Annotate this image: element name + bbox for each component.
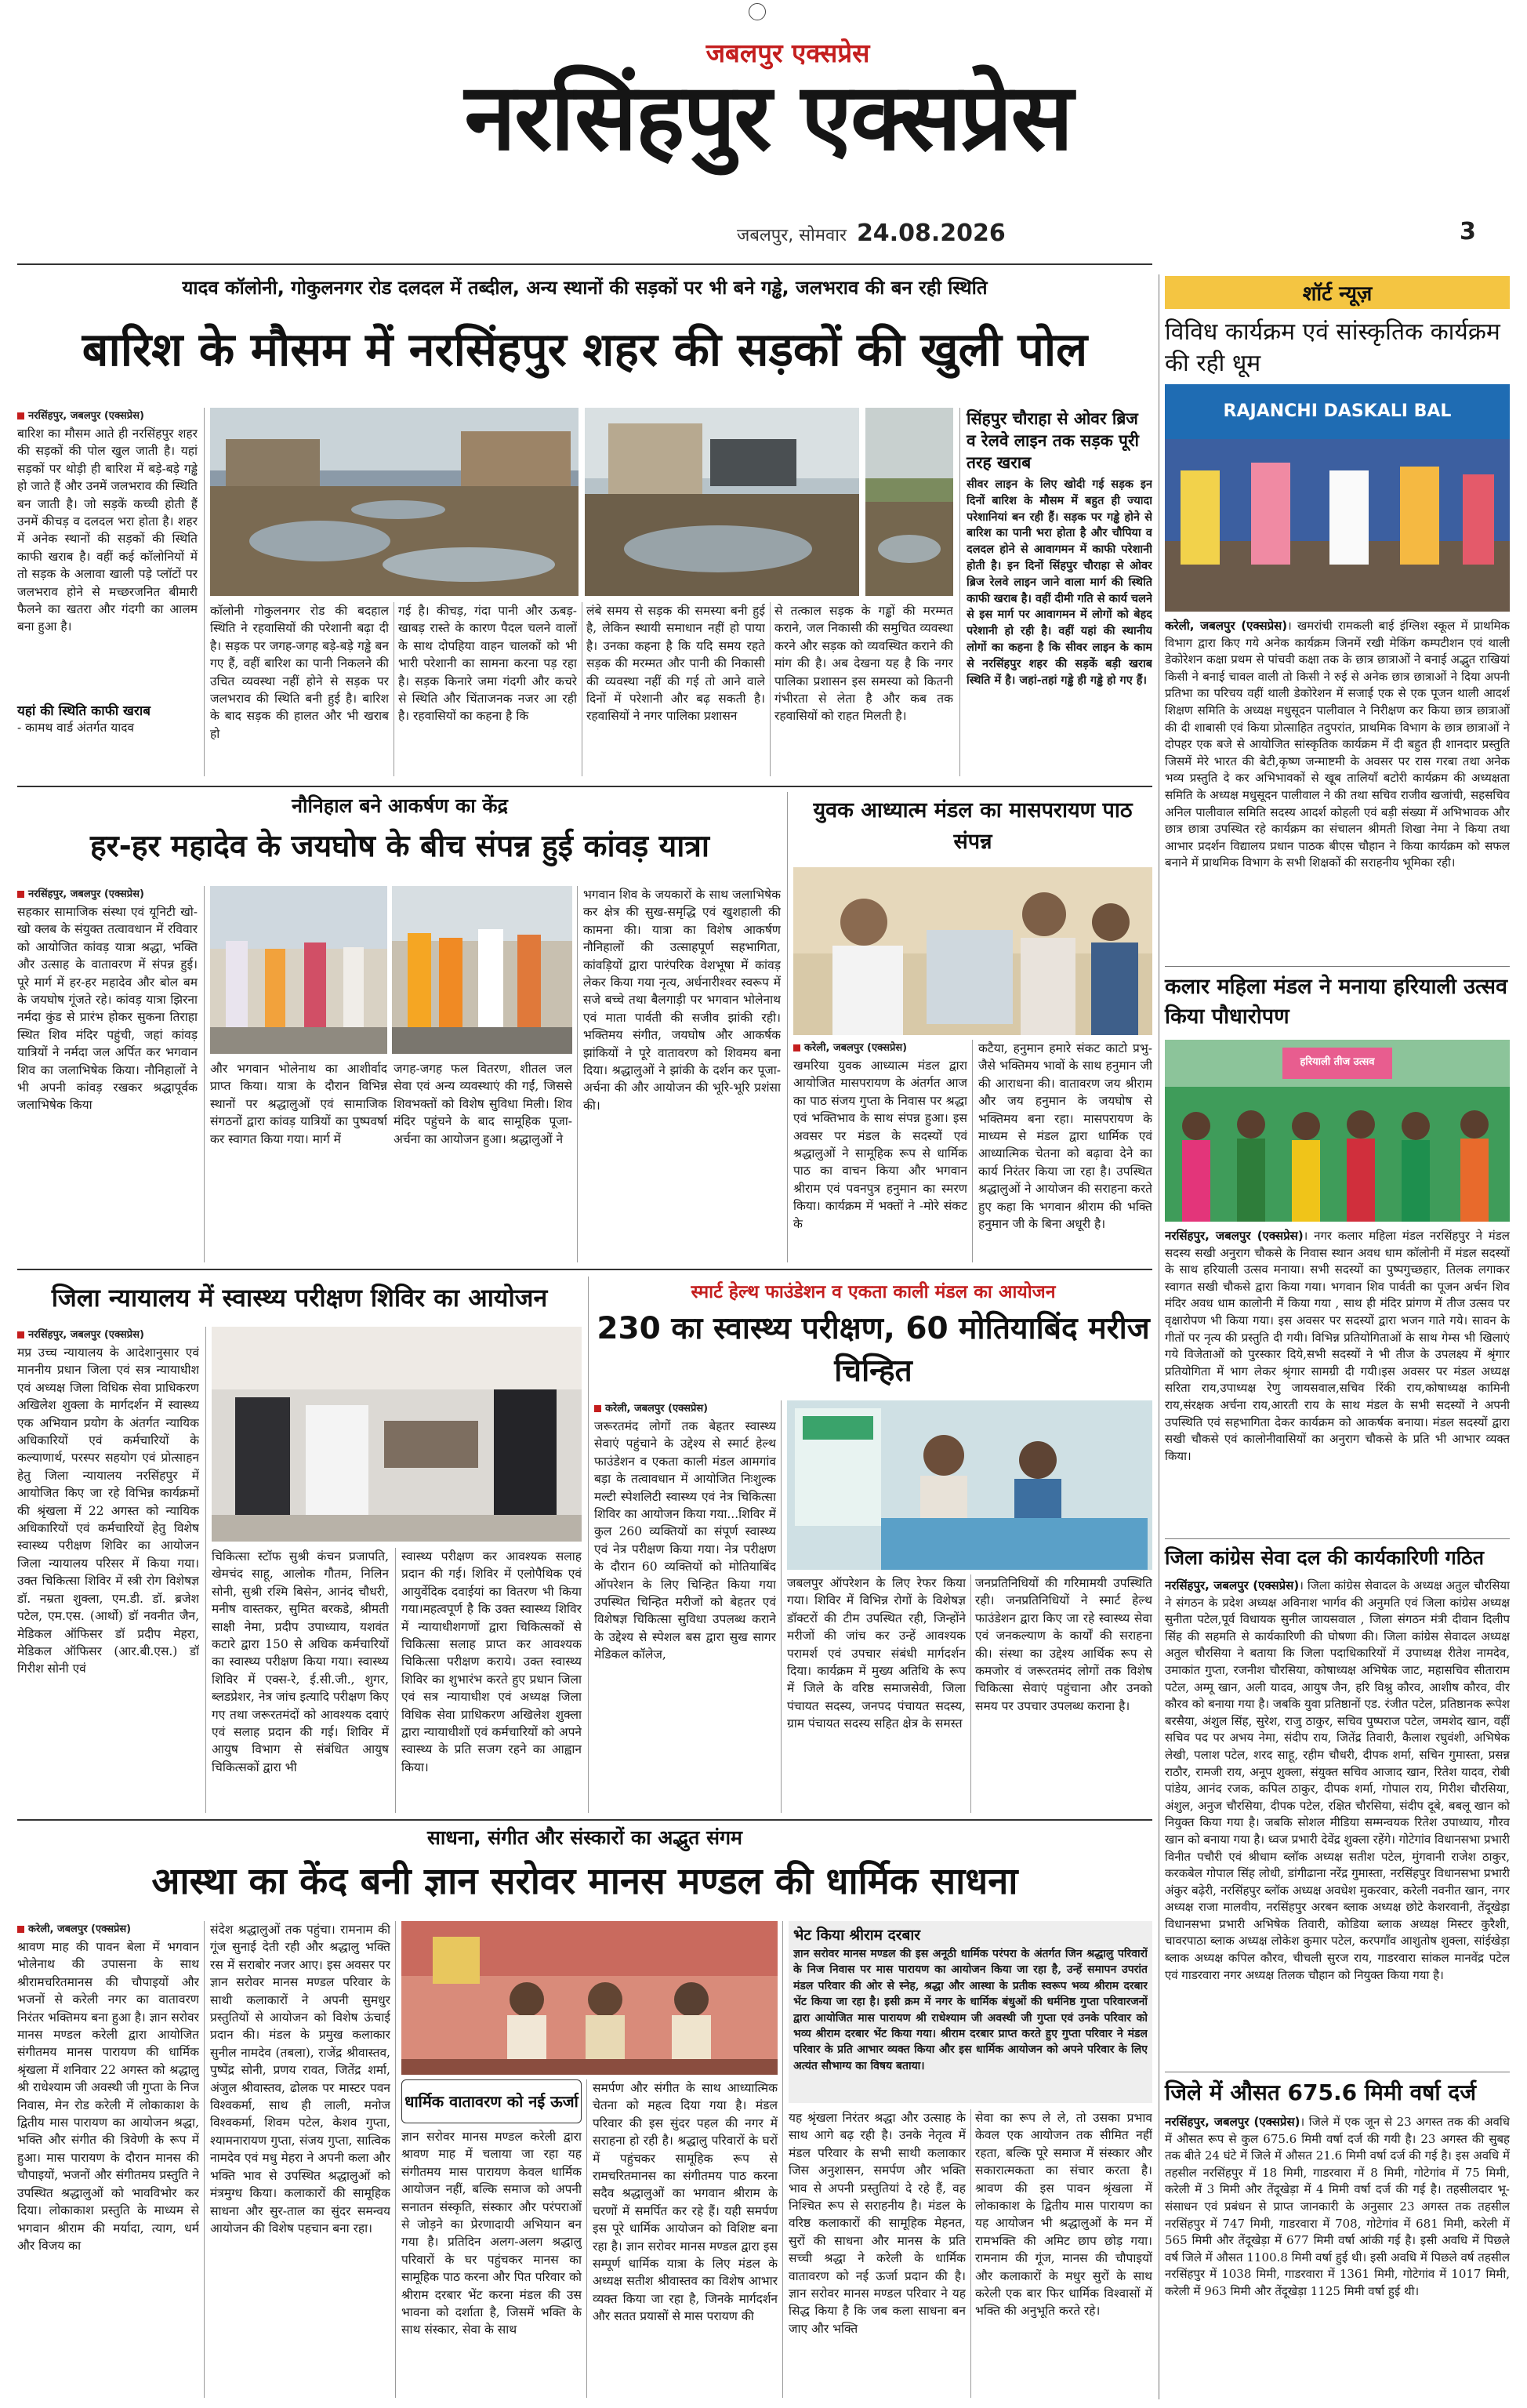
short-news-2-headline: कलार महिला मंडल ने मनाया हरियाली उत्सव किया पौधारोपण [1165,975,1508,1029]
section-rule [17,1269,1152,1270]
short-news-1-body: । खमरांची रामकली बाई इंग्लिश स्कूल में प्राथमिक विभाग द्वारा किए गये अनेक कार्यक्रम जिनमें रखी मेकिंग कम्पटीशन एवं थाली डेकोरेशन कक्षा प्रथम से पांचवी कक्षा तक के छात्र छात्राओं ने बनाई अद्भुत राखियां किसी ने बनाई चावल वाली तो किसी ने रुई से अनेक छात्र छात्राओं ने दिया अपनी प्रतिभा का परिचय वहीं थाली डेकोरेशन में सजाई एक से एक पूजन थाली आदर्श शिक्षण समिति के अध्यक्ष मधुसूदन पालीवाल ने निरीक्षण कर किया छात्र छात्राओं की दी शाबासी एवं किया प्रोत्साहित तदुपरांत, प्राथमिक विभाग के छात्र छात्राओं ने दोपहर एक बजे से आयोजित सांस्कृतिक कार्यक्रम में दी बहुत ही शानदार प्रस्तुति जिसमें मेरे भारत की बेटी,कृष्ण जन्माष्टमी के अवसर पर रास गरबा तथा अनेक भव्य प्रस्तुति दे कर अभिभावकों से खूब तालियाँ बटोरी कार्यक्रम की अध्यक्षता समिति के अध्यक्ष मधुसूदन पालीवाल ने की तथा सचिव राजीव खजांची, सहसचिव अनिल पालीवाल समिति सदस्य आदर्श कोहली एवं बड़ी संख्या में अभिभावक और छात्र छात्रा उपस्थित रहे कार्यक्रम का संचालन श्रीमती शिखा नेमा ने किया तथा आभार प्रदर्शन विद्यालय प्रधान पाठक बीएस चौहान ने किया कार्यक्रम को सफल बनाने में प्राथमिक विभाग के सभी शिक्षकों की सराहनीय भूमिका रही। [1165,619,1510,870]
health-col3: जनप्रतिनिधियों की गरिमामयी उपस्थिति रही। जनप्रतिनिधियों ने स्मार्ट हेल्थ फाउंडेशन द्वारा किए जा रहे स्वास्थ्य सेवा एवं जनकल्याण के कार्यों की सराहना की। संस्था का उद्देश्य आर्थिक रूप से कमजोर वं जरूरतमंद लोगों तक विशेष चिकित्सा सेवाएं पहुंचाना और उनको समय पर उपचार उपलब्ध कराना है। [975,1576,1152,1713]
lead-deck: यादव कॉलोनी, गोकुलनगर रोड दलदल में तब्दील, अन्य स्थानों की सड़कों पर भी बने गड्ढे, जलभराव की बन रही स्थिति [182,277,988,299]
manas-box2-title: भेट किया श्रीराम दरबार [793,1927,921,1944]
manas-box2 [789,1921,1152,2103]
column-rule [204,886,205,1262]
health-photo [787,1400,1152,1570]
masthead-kicker: जबलपुर एक्सप्रेस [705,38,870,68]
masparayan-col1 [793,1040,967,1256]
short-news-2-text [1165,1228,1510,1535]
manas-kicker: साधना, संगीत और संस्कारों का अद्भुत संगम [427,1826,742,1849]
column-rule [204,408,205,776]
health-col1 [594,1400,776,1810]
column-rule [588,1277,589,1813]
kanwar-col3: जगह-जगह फल वितरण, शीतल जल सेवा एवं अन्य व्यवस्थाएं की गईं, जिससे शिवभक्तों को विशेष सुविधा मिली। शिव मंदिर पहुंचने के बाद सामूहिक पूजा-अर्चना का आयोजन हुआ। श्रद्धालुओं ने [394,1062,572,1146]
masthead-rule [17,263,1152,265]
manas-col6: सेवा का रूप ले ले, तो उसका प्रभाव केवल एक आयोजन तक सीमित नहीं रहता, बल्कि पूरे समाज में संस्कार और सकारात्मकता का संचार करता है। श्रावण की इस पावन श्रृंखला में लोकाकाश के द्वितीय मास पारायण का यह आयोजन भी श्रद्धालुओं के मन में रामभक्ति की अमिट छाप छोड़ गया। रामनाम की गूंज, मानस की चौपाइयों और कलाकारों के मधुर सुरों के साथ करेली एक बार फिर धार्मिक विश्वासों में भक्ति की अनुभूति करते रहे। [975,2111,1152,2319]
lead-col2: कॉलोनी गोकुलनगर रोड की बदहाल स्थिति ने रहवासियों की परेशानी बढ़ा दी है। सड़क पर जगह-जगह बड़े-बड़े गड्ढे बन गए हैं, वहीं बारिश का पानी निकलने की उचित व्यवस्था नहीं होने से सड़क पर जलभराव की स्थिति बनी हुई है। बारिश के बाद सड़क की हालत और भी खराब हो [210,604,389,741]
column-rule [204,1921,205,2398]
lead-col3: गई है। कीचड़, गंदा पानी और ऊबड़-खाबड़ रास्ते के कारण पैदल चलने वालों के साथ दोपहिया वाहन चालकों को भी भारी परेशानी का सामना करना पड़ रहा है। सड़क किनारे जमा गंदगी और कचरे से स्थिति और चिंताजनक नजर आ रही है। रहवासियों का कहना है कि [398,604,577,724]
short-news-2-photo [1165,1040,1510,1222]
health-kicker: स्मार्ट हेल्थ फाउंडेशन व एकता काली मंडल का आयोजन [691,1282,1056,1302]
kanwar-dateline: नरसिंहपुर, जबलपुर (एक्सप्रेस) [17,886,198,900]
short-news-4-body: । जिले में एक जून से 23 अगस्त तक की अवधि में औसत रूप से कुल 675.6 मिमी वर्षा दर्ज की गयी है। 23 अगस्त की सुबह तक बीते 24 घंटे में जिले में औसत 21.6 मिमी वर्षा दर्ज की गई है। इस अवधि में तहसील नरसिंहपुर में 18 मिमी, गाडरवारा में 8 मिमी, गोटेगांव में 75 मिमी, करेली में 3 मिमी और तेंदूखेड़ा में 4 मिमी वर्षा दर्ज की गई है। तहसीलदार भू- संसाधन एवं प्रबंधन से प्राप्त जानकारी के अनुसार 23 अगस्त तक तहसील नरसिंहपुर में 747 मिमी, गाडरवारा में 708, गोटेगांव में 681 मिमी, करेली में 565 मिमी और तेंदूखेड़ा में 677 मिमी वर्षा आंकी गई है। इसी अवधि में पिछले वर्ष जिले में औसत 1100.8 मिमी वर्षा हुई थी। इसी अवधि में पिछले वर्ष तहसील नरसिंहपुर में 1038 मिमी, गाडरवारा में 1361 मिमी, गोटेगांव में 1017 मिमी, करेली में 963 मिमी और तेंदूखेड़ा 1125 मिमी वर्षा हुई थी। [1165,2115,1510,2298]
kanwar-col1-text: सहकार सामाजिक संस्था एवं यूनिटी खो-खो क्लब के संयुक्त तत्वावधान में रविवार को आयोजित कांवड़ यात्रा श्रद्धा, भक्ति और उत्साह के वातावरण में संपन्न हुई। पूरे मार्ग में हर-हर महादेव और बोल बम के जयघोष गूंजते रहे। कांवड़ यात्रा झिरना नर्मदा कुंड से प्रारंभ होकर सुकना तिराहा स्थित शिव मंदिर पहुंची, जहां कांवड़ यात्रियों ने नर्मदा जल अर्पित कर भगवान शिव का जलाभिषेक किया। नौनिहालों ने भी अपनी कांवड़ रखकर श्रद्धापूर्वक जलाभिषेक किया [17,905,198,1113]
masthead-title: नरसिंहपुर एक्सप्रेस [464,63,1072,171]
health-dateline: करेली, जबलपुर (एक्सप्रेस) [594,1400,776,1415]
column-rule [782,1921,783,2398]
column-rule [787,792,788,1262]
lead-col4: लंबे समय से सड़क की समस्या बनी हुई है, लेकिन स्थायी समाधान नहीं हो पाया है। उनका कहना है कि यदि समय रहते सड़क की मरम्मत और पानी की निकासी की व्यवस्था नहीं की गई तो आने वाले दिनों में परेशानी और बढ़ सकती है। रहवासियों ने नगर पालिका प्रशासन [586,604,765,724]
page-number: 3 [1460,218,1476,245]
sidebar-header-label: शॉर्ट न्यूज़ [1302,282,1373,306]
manas-col4: समर्पण और संगीत के साथ आध्यात्मिक चेतना को महत्व दिया गया है। मंडल परिवार की इस सुंदर पहल की नगर में सराहना हो रही है। श्रद्धालु परिवारों के घरों में पहुंचकर सामूहिक रूप से रामचरितमानस का संगीतमय पाठ करना सदैव श्रद्धालुओं का भगवान श्रीराम के चरणों में समर्पित कर रहे हैं। यही समर्पण इस पूरे धार्मिक आयोजन को विशिष्ट बना रहा है। ज्ञान सरोवर मानस मण्डल द्वारा इस सम्पूर्ण धार्मिक यात्रा के लिए मंडल के अध्यक्ष सतीश श्रीवास्तव का विशेष आभार व्यक्त किया जा रहा है, जिनके मार्गदर्शन और सतत प्रयासों से मास परायण की [593,2081,778,2324]
column-rule [395,1921,396,2398]
masparayan-headline: युवक आध्यात्म मंडल का मासपरायण पाठ संपन्न [813,798,1133,854]
column-rule [205,1327,206,1813]
side-box-title: सिंहपुर चौराहा से ओवर ब्रिज व रेलवे लाइन तक सड़क पूरी तरह खराब [967,409,1139,472]
registration-mark [749,3,766,20]
date-value: 24.08.2026 [856,220,1006,247]
masparayan-dateline: करेली, जबलपुर (एक्सप्रेस) [793,1040,967,1054]
column-rule [781,1400,782,1813]
short-news-2-dateline: नरसिंहपुर, जबलपुर (एक्सप्रेस) [1165,1229,1304,1243]
manas-photo [401,1921,778,2075]
lead-dateline: नरसिंहपुर, जबलपुर (एक्सप्रेस) [17,408,198,422]
column-rule [770,602,771,776]
short-news-3-headline: जिला कांग्रेस सेवा दल की कार्यकारिणी गठित [1165,1546,1484,1569]
short-news-4-headline: जिले में औसत 675.6 मिमी वर्षा दर्ज [1165,2079,1476,2105]
lead-col1-end: - कामथ वार्ड अंतर्गत यादव [17,721,135,735]
kanwar-headline: हर-हर महादेव के जयघोष के बीच संपन्न हुई कांवड़ यात्रा [89,829,710,864]
column-rule [972,1040,973,1262]
manas-col2: संदेश श्रद्धालुओं तक पहुंचा। रामनाम की गूंज सुनाई देती रही और श्रद्धालु भक्ति रस में सराबोर नजर आए। इस अवसर पर ज्ञान सरोवर मानस मण्डल परिवार के साथी कलाकारों ने अपनी सुमधुर प्रस्तुतियों से आयोजन को विशेष ऊंचाई प्रदान की। मंडल के प्रमुख कलाकार सुनील नामदेव (तबला), राजेंद्र श्रीवास्तव, पुष्पेंद्र सोनी, प्रणय रावत, जितेंद्र शर्मा, अंजुल श्रीवास्तव, ढोलक पर मास्टर पवन विश्वकर्मा, साथ ही लाली, मनोज विश्वकर्मा, शिवम पटेल, केशव गुप्ता, श्यामनारायण गुप्ता, संजय गुप्ता, सात्विक नामदेव एवं मधु मेहरा ने अपनी कला और भक्ति भाव से उपस्थित श्रद्धालुओं को मंत्रमुग्ध किया। कलाकारों की सामूहिक साधना और सुर-ताल का सुंदर समन्वय आयोजन की विशेष पहचान बना रहा। [210,1923,390,2235]
lead-photo-1 [210,408,579,596]
lead-side-box [959,408,1152,776]
lead-col1-text: बारिश का मौसम आते ही नरसिंहपुर शहर की सड़कों की पोल खुल जाती है। यहां सड़कों पर थोड़ी ही बारिश में बड़े-बड़े गड्ढे हो जाते हैं और उनमें जलभराव की स्थिति बन जाती है। जो सड़कें कच्ची होती हैं उनमें कीचड़ व दलदल भरा होता है। शहर में अनेक स्थानों की सड़कों की स्थिति काफी खराब है। वहीं कई कॉलोनियों में तो सड़क के अलावा खाली पड़े प्लॉटों पर जलभराव होने से मच्छरजनित बीमारी फैलने का खतरा और गंदगी का आलम बना हुआ है। [17,427,198,634]
short-news-1-photo [1165,384,1510,612]
court-col2: चिकित्सा स्टॉफ सुश्री कंचन प्रजापति, खेमचंद साहू, आलोक गौतम, निलिन सोनी, सुश्री रश्मि बिसेन, आनंद चौधरी, मनीष वास्तकर, सुमित बरकडे, श्रीमती साक्षी नेमा, प्रदीप उपाध्याय, यशवंत कटारे द्वारा 150 से अधिक कर्मचारियों का स्वास्थ्य परीक्षण किया गया। स्वास्थ्य शिविर में एक्स-रे, ई.सी.जी., शुगर, ब्लडप्रेशर, नेत्र जांच इत्यादि परीक्षण किए गए तथा जरूरतमंदों को आवश्यक दवाएं एवं सलाह प्रदान की गई। शिविर में आयुष विभाग से संबंधित आयुष चिकित्सकों द्वारा भी [212,1549,389,1774]
column-rule [577,886,578,1262]
health-headline: 230 का स्वास्थ्य परीक्षण, 60 मोतियाबिंद मरीज चिन्हित [597,1311,1150,1389]
short-news-1-text [1165,618,1510,963]
manas-headline: आस्था का केंद बनी ज्ञान सरोवर मानस मण्डल की धार्मिक साधना [151,1860,1018,1903]
health-col1-text: जरूरतमंद लोगों तक बेहतर स्वास्थ्य सेवाएं पहुंचाने के उद्देश्य से स्मार्ट हेल्थ फाउंडेशन व एकता काली मंडल आमगांव बड़ा के तत्वावधान में आयोजित निःशुल्क मल्टी स्पेशलिटी स्वास्थ्य एवं नेत्र चिकित्सा शिविर का आयोजन किया गया...शिविर में कुल 260 व्यक्तियों का संपूर्ण स्वास्थ्य एवं नेत्र परीक्षण किया गया। नेत्र परीक्षण के दौरान 60 व्यक्तियों को मोतियाबिंद ऑपरेशन के लिए चिन्हित किया गया उपस्थित चिन्हित मरीजों को बेहतर एवं विशेषज्ञ चिकित्सा सुविधा उपलब्ध कराने के उद्देश्य से स्पेशल बस द्वारा सुख सागर मेडिकल कॉलेज, [594,1419,776,1662]
column-rule [970,1574,971,1813]
masthead-date [737,220,1097,247]
short-news-4-text [1165,2114,1510,2398]
side-box-text: सीवर लाइन के लिए खोदी गई सड़क इन दिनों बारिश के मौसम में बहुत ही ज्यादा परेशानियां बन रही हैं। सड़क पर गड्ढे होने से बारिश का पानी भरा होता है और चौपिया व दलदल होने से आवागमन में काफी परेशानी होती है। इन दिनों सिंहपुर चौराहा से ओवर ब्रिज रेलवे लाइन जाने वाला मार्ग की स्थिति काफी खराब है। वहीं दीमी गति से कार्य चलने से इस मार्ग पर आवागमन में लोगों को बेहद परेशानी हो रही है। वहीं यहां की स्थानीय लोगों का कहना है कि सीवर लाइन के काम से नरसिंहपुर शहर की सड़कें बड़ी खराब स्थिति में है। जहां-तहां गड्ढे ही गड्ढे हो गए हैं। [967,478,1152,687]
kanwar-photo-1 [210,886,387,1054]
short-news-1-banner: RAJANCHI DASKALI BAL [1223,401,1452,421]
manas-box2-text: ज्ञान सरोवर मानस मण्डल की इस अनूठी धार्मिक परंपरा के अंतर्गत जिन श्रद्धालु परिवारों के निज निवास पर मास पारायण का आयोजन किया जा रहा है, उन्हें समापन उपरांत मंडल परिवार की ओर से स्नेह, श्रद्धा और आस्था के प्रतीक स्वरूप भव्य श्रीराम दरबार भेंट किया जा रहा है। इसी क्रम में नगर के धार्मिक बंधुओं की धर्मनिष्ठ गुप्ता परिवारजनों द्वारा आयोजित मास पारायण श्री राधेश्याम जी अवस्थी जी गुप्ता एवं उनके परिवार को भव्य श्रीराम दरबार भेंट किया गया। श्रीराम दरबार प्राप्त करते हुए गुप्ता परिवार ने मंडल परिवार के प्रति आभार व्यक्त किया और इस धार्मिक आयोजन को अपने परिवार के लिए अत्यंत सौभाग्य का विषय बताया। [793,1948,1148,2072]
manas-box [401,2079,582,2123]
section-rule [17,1819,1152,1821]
lead-col5: से तत्काल सड़क के गड्ढों की मरम्मत कराने, जल निकासी की समुचित व्यवस्था करने और सड़क को व्यवस्थित कराने की मांग की है। अब देखना यह है कि नगर पालिका प्रशासन इस समस्या को कितनी गंभीरता से लेता है और कब तक रहवासियों को राहत मिलती है। [774,604,953,724]
short-news-2-body: । नगर कलार महिला मंडल नरसिंहपुर ने मंडल सदस्य सखी अनुराग चौकसे के निवास स्थान अवध धाम कॉलोनी में मंडल सदस्यों के साथ हरियाली उत्सव मनाया। सभी सदस्यों का पुष्पगुच्छहार, तिलक लगाकर स्वागत सखी चौकसे द्वारा किया गया। भगवान शिव पार्वती का पूजन अर्चन शिव मंदिर अवध धाम कालोनी में किया गया , साथ ही मंदिर प्रांगण में तीज उत्सव पर वृक्षारोपण भी किया गया। इस अवसर पर सदस्यों द्वारा भजन गाते गये। सावन के गीतों पर नृत्य की प्रस्तुति दी गयी। विभिन्न प्रतियोगिताओं के साथ गेम्स भी खिलाएं गये विजेताओं को पुरस्कार दिये,सभी सदस्यों ने भी तीज के उपलक्ष्य में श्रृंगार प्रतियोगिता में भाग लेकर श्रृंगार सामग्री दी गयी।इस अवसर पर मंडल अध्यक्ष सरिता राय,उपाध्यक्ष रेणु जायसवाल,सचिव रिंकी राय,कोषाध्यक्ष कामिनी राय,संरक्षक अर्चना राय,आरती राय के साथ मंडल के सभी सदस्यों ने अपनी उपस्थिति एवं सहभागिता देकर कार्यक्रम को आकर्षक बनाया। मंडल सदस्यों द्वारा सखी चौकसे एवं कालोनीवासियों का अनुराग चौकसे के प्रति भी आभार व्यक्त किया। [1165,1229,1510,1463]
court-headline: जिला न्यायालय में स्वास्थ्य परीक्षण शिविर का आयोजन [51,1283,548,1313]
lead-photo-2 [585,408,859,596]
short-news-3-body: । जिला कांग्रेस सेवादल के अध्यक्ष अतुल चौरसिया ने संगठन के प्रदेश अध्यक्ष अविनाश भार्गव की अनुमति एवं जिला कांग्रेस अध्यक्ष सुनीता पटेल,पूर्व विधायक सुनील जायसवाल , जिला संगठन मंत्री दीवान दिलीप सिंह की सहमति से कार्यकारिणी की घोषणा की। जिला कांग्रेस सेवादल अध्यक्ष अतुल चौरसिया ने बताया कि जिला पदाधिकारियों में उपाध्यक्ष रीतेश नामदेव, उमाकांत गुप्ता, रजनीश चौरसिया, कोषाध्यक्ष अभिषेक जाट, महासचिव सीताराम पटेल, अम्मू खान, अली यादव, आयुष जैन, हरि विश्नु कौरव, आशीष कौरव, वीर कौरव को बनाया गया है। जबकि युवा प्रतिष्ठानों एड. रंजीत पटेल, प्रतिष्ठानक रूपेश बरसैया, अंशुल सिंह, सुरेश, राजु ठाकुर, सचिव पुष्पराज पटेल, जमशेद खान, वहीं सचिव पद पर अभय नेमा, संदीप राय, जितेंद्र तिवारी, कैलाश रघुवंशी, अभिषेक लेखी, पलाश पटेल, शरद साहू, रहीम चौधरी, दीपक शर्मा, सचिन गुमास्ता, प्रसन्न राठौर, रामजी राय, अनूप शुक्ला, संयुक्त सचिव आजाद खान, रितेश यादव, रोबी पांडेय, आनंद रजक, कपिल ठाकुर, दीपक शर्मा, गोपाल राय, गिरीश चौरसिया, अंशुल, अनुज चौरसिया, दीपक पटेल, रक्षित चौरसिया, संदीप दूबे, बबलू खान को नियुक्त किया गया है। जबकि सोशल मीडिया सम्मन्वयक रितेश उपाध्याय, गौरव खान को बनाया गया है। ध्वज प्रभारी देवेंद्र शुक्ला रहेंगे। गोटेगांव विधानसभा प्रभारी विनीत पचौरी एवं श्रीधाम ब्लॉक अध्यक्ष सतीश पटेल, मुंगवानी राजेश ठाकुर, करकबेल गोपाल सिंह लोधी, डांगीढाना नरेंद्र गुमास्ता, नरसिंहपुर विधानसभा प्रभारी अंकुर बढ़ेरी, नरसिंहपुर ब्लॉक अध्यक्ष अवधेश मुकरवार, करेली नवनीत खान, नगर अध्यक्ष राजा मालवीय, नरसिंहपुर अरबन ब्लाक अध्यक्ष छोटे केशरवानी, तेंदूखेड़ा विधानसभा प्रभारी अभिषेक तिवारी, कोडिया ब्लाक अध्यक्ष मिस्टर कुरैशी, चावरपाठा ब्लाक अध्यक्ष लोकेश कुमार पटेल, करपगाँव आशुतोष शुक्ला, सांईखेड़ा ब्लाक अध्यक्ष कपिल कौरव, चीचली सुरज राय, गाडरवारा सांकल मानवेंद्र पटेल एवं गाडरवारा नगर अध्यक्ष तिलक चौहान को नियुक्त किया गया है। [1165,1578,1510,1982]
sidebar-rule-h [1165,966,1510,967]
column-rule [395,1548,396,1813]
masparayan-col2: कटैया, हनुमान हमारे संकट काटो प्रभु- जैसे भक्तिमय भावों के साथ हनुमान जी की आराधना की। वातावरण जय श्रीराम और जय हनुमान के जयघोष से भक्तिमय बना रहा। मासपरायण के माध्यम से मंडल द्वारा धार्मिक एवं आध्यात्मिक चेतना को बढ़ावा देने का कार्य निरंतर किया जा रहा है। उपस्थित श्रद्धालुओं ने आयोजन की सराहना करते हुए कहा कि भगवान श्रीराम की भक्ति हनुमान जी के बिना अधूरी है। [978,1041,1152,1232]
short-news-3-text [1165,1578,1510,2068]
manas-dateline: करेली, जबलपुर (एक्सप्रेस) [17,1921,199,1935]
court-photo [212,1327,582,1542]
short-news-3-dateline: नरसिंहपुर, जबलपुर (एक्सप्रेस) [1165,1578,1300,1593]
manas-col1-text: श्रावण माह की पावन बेला में भगवान भोलेनाथ की उपासना के साथ श्रीरामचरितमानस की चौपाइयों और भजनों से करेली नगर का वातावरण निरंतर भक्तिमय बना हुआ है। ज्ञान सरोवर मानस मण्डल करेली द्वारा आयोजित संगीतमय मानस पारायण की धार्मिक श्रृंखला में शनिवार 22 अगस्त को श्रद्धालु श्री राधेश्याम जी अवस्थी जी गुप्ता के निज निवास, मेन रोड करेली में लोकाकाश के द्वितीय मास पारायण का आयोजन श्रद्धा, भक्ति और संगीत की त्रिवेणी के रूप में हुआ। मास पारायण के दौरान मानस की चौपाइयों, भजनों और संगीतमय प्रस्तुति ने उपस्थित श्रद्धालुओं को भावविभोर कर दिया। लोकाकाश प्रस्तुति के माध्यम से भगवान श्रीराम की मर्यादा, त्याग, धर्म और विजय का [17,1940,199,2253]
kanwar-col2: और भगवान भोलेनाथ का आशीर्वाद प्राप्त किया। यात्रा के दौरान विभिन्न स्थानों पर श्रद्धालुओं एवं सामाजिक संगठनों द्वारा कांवड़ यात्रियों का पुष्पवर्षा कर स्वागत किया गया। मार्ग में [210,1062,387,1146]
column-rule [970,2109,971,2398]
manas-box-title: धार्मिक वातावरण को नई ऊर्जा [404,2092,579,2111]
masparayan-col1-text: खमरिया युवक आध्यात्म मंडल द्वारा आयोजित मासपरायण के अंतर्गत आज का पाठ संजय गुप्ता के निवास पर श्रद्धा एवं भक्तिभाव के साथ संपन्न हुआ। इस अवसर पर मंडल के सदस्यों एवं श्रद्धालुओं ने सामूहिक रूप से धार्मिक पाठ का वाचन किया और भगवान श्रीराम एवं पवनपुत्र हनुमान का स्मरण किया। कार्यक्रम में भक्तों ने -मोरे संकट के [793,1059,967,1231]
kanwar-photo-2 [392,886,572,1054]
court-col3: स्वास्थ्य परीक्षण कर आवश्यक सलाह प्रदान की गई। शिविर में एलोपैथिक एवं आयुर्वेदिक दवाईयां का वितरण भी किया गया।महत्वपूर्ण है कि उक्त स्वास्थ्य शिविर में न्यायाधीशगणों द्वारा चिकित्सकों से चिकित्सा सलाह प्राप्त कर आवश्यक चिकित्सा परीक्षण कराये। उक्त स्वास्थ्य शिविर का शुभारंभ करते हुए प्रधान जिला एवं सत्र न्यायाधीश एवं अध्यक्ष जिला विधिक सेवा प्राधिकरण अखिलेश शुक्ला द्वारा न्यायाधीशों एवं कर्मचारियों को अपने स्वास्थ्य के प्रति सजग रहने का आह्वान किया। [401,1549,582,1774]
sidebar-rule-h [1165,1538,1510,1539]
masparayan-photo [793,867,1152,1035]
manas-col5: यह श्रृंखला निरंतर श्रद्धा और उत्साह के साथ आगे बढ़ रही है। उनके नेतृत्व में मंडल परिवार के सभी साथी कलाकार जिस अनुशासन, समर्पण और भक्ति भाव से अपनी प्रस्तुतियां दे रहे हैं, वह निश्चित रूप से सराहनीय है। मंडल के वरिष्ठ कलाकारों की सामूहिक मेहनत, सुरों की साधना और मानस के प्रति सच्ची श्रद्धा ने करेली के धार्मिक वातावरण को नई ऊर्जा प्रदान की है। ज्ञान सरोवर मानस मण्डल परिवार ने यह सिद्ध किया है कि जब कला साधना बन जाए और भक्ति [789,2111,966,2336]
manas-col3: ज्ञान सरोवर मानस मण्डल करेली द्वारा श्रावण माह में चलाया जा रहा यह संगीतमय मास पारायण केवल धार्मिक आयोजन नहीं, बल्कि समाज को अपनी सनातन संस्कृति, संस्कार और परंपराओं से जोड़ने का प्रेरणादायी अभियान बन गया है। प्रतिदिन अलग-अलग श्रद्धालु परिवारों के घर पहुंचकर मानस का सामूहिक पाठ करना और पित परिवार को श्रीराम दरबार भेंट करना मंडल की उस भावना को दर्शाता है, जिसमें भक्ति के साथ संस्कार, सेवा के साथ [401,2130,582,2337]
court-dateline: नरसिंहपुर, जबलपुर (एक्सप्रेस) [17,1327,199,1341]
short-news-1-headline: विविध कार्यक्रम एवं सांस्कृतिक कार्यक्रम की रही धूम [1165,318,1500,377]
court-col1-text: मप्र उच्च न्यायालय के आदेशानुसार एवं माननीय प्रधान जिला एवं सत्र न्यायाधीश एवं अध्यक्ष जिला विधिक सेवा प्राधिकरण अखिलेश शुक्ला के मार्गदर्शन में स्वास्थ्य एक अभियान प्रयोग के अंतर्गत न्यायिक अधिकारियों एवं कर्मचारियों के कल्याणार्थ, परस्पर सहयोग एवं प्रोत्साहन हेतु जिला न्यायालय नरसिंहपुर में आयोजित किए जा रहे विभिन्न कार्यक्रमों की श्रृंखला में 22 अगस्त को न्यायिक अधिकारियों एवं कर्मचारियों हेतु विशेष स्वास्थ्य परीक्षण शिविर का आयोजन जिला न्यायालय परिसर में किया गया। उक्त चिकित्सा शिविर में स्त्री रोग विशेषज्ञ डॉ. नम्रता शुक्ला, एम.डी. डॉ. ब्रजेश पटेल, एम.एस. (आर्थो) डॉ नवनीत जैन, मेडिकल ऑफिसर डॉ प्रदीप मेहरा, मेडिकल ऑफिसर (आर.बी.एस.) डॉ गिरीश सोनी एवं [17,1346,199,1676]
short-news-4-dateline: नरसिंहपुर, जबलपुर (एक्सप्रेस) [1165,2115,1300,2129]
section-rule [17,786,1152,787]
lead-headline: बारिश के मौसम में नरसिंहपुर शहर की सड़कों की खुली पोल [82,322,1088,376]
lead-subhead: यहां की स्थिति काफी खराब [17,703,151,719]
lead-photo-3 [865,408,953,596]
kanwar-kicker: नौनिहाल बने आकर्षण का केंद्र [292,794,508,817]
short-news-1-dateline: करेली, जबलपुर (एक्सप्रेस) [1165,619,1288,633]
lead-col1 [17,408,198,739]
kanwar-col4: भगवान शिव के जयकारों के साथ जलाभिषेक कर क्षेत्र की सुख-समृद्धि एवं खुशहाली की कामना की। यात्रा का विशेष आकर्षण नौनिहालों की उत्साहपूर्ण सहभागिता, कांवड़ियों द्वारा पारंपरिक वेशभूषा में कांवड़ लेकर किया गया नृत्य, अर्धनारीश्वर स्वरूप में सजे बच्चे तथा बैलगाड़ी पर भगवान भोलेनाथ एवं माता पार्वती की सजीव झांकी रही। भक्तिमय संगीत, जयघोष और आकर्षक झांकियों ने पूरे वातावरण को शिवमय बना दिया। श्रद्धालुओं ने झांकी के दर्शन कर पूजा-अर्चना की और आयोजन की भूरि-भूरि प्रशंसा की। [583,888,781,1113]
kanwar-col1 [17,886,198,1272]
sidebar-header [1165,276,1510,309]
health-col2: जबलपुर ऑपरेशन के लिए रेफर किया गया। शिविर में विभिन्न रोगों के विशेषज्ञ डॉक्टरों की टीम उपस्थित रही, जिन्होंने मरीजों की जांच कर उन्हें आवश्यक परामर्श एवं उपचार संबंधी मार्गदर्शन दिया। कार्यक्रम में मुख्य अतिथि के रूप में जिले के वरिष्ठ समाजसेवी, जिला पंचायत सदस्य, जनपद पंचायत सदस्य, ग्राम पंचायत सदस्य सहित क्षेत्र के समस्त [787,1576,966,1731]
court-col1 [17,1327,199,1814]
manas-col1 [17,1921,199,2393]
date-prefix: जबलपुर, सोमवार [737,226,847,245]
column-rule [586,2079,587,2398]
short-news-2-banner: हरियाली तीज उत्सव [1300,1056,1375,1068]
